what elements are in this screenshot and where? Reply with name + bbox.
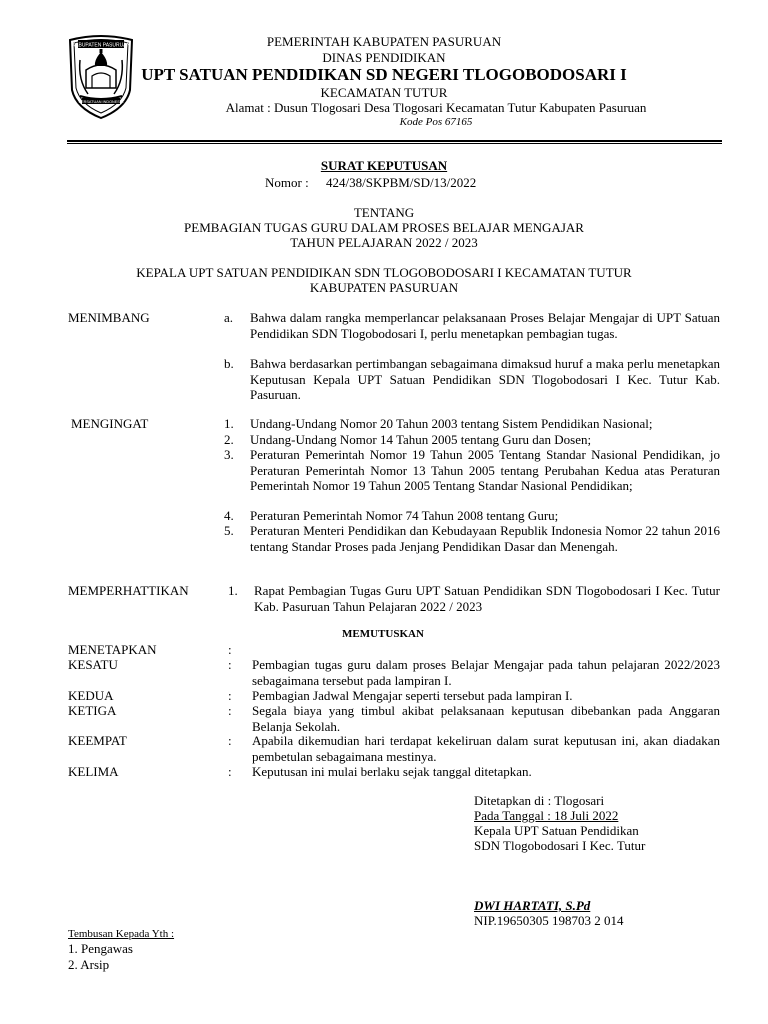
nomor-value: 424/38/SKPBM/SD/13/2022 xyxy=(326,175,477,190)
logo-text-top: KABUPATEN PASURUAN xyxy=(71,42,131,49)
header-rule-thin xyxy=(67,143,722,144)
kesatu-colon: : xyxy=(228,657,232,672)
keempat-label: KEEMPAT xyxy=(68,733,127,748)
ditetapkan-di: Ditetapkan di : Tlogosari xyxy=(474,793,605,808)
mengingat-item-4: Peraturan Pemerintah Nomor 74 Tahun 2008 tentang Guru; xyxy=(250,508,559,523)
mengingat-marker-2: 2. xyxy=(224,432,234,447)
ketiga-text: Segala biaya yang timbul akibat pelaksanaan keputusan dibebankan pada Anggaran Belanja Sekolah. xyxy=(252,703,720,734)
document-title: SURAT KEPUTUSAN xyxy=(320,158,448,173)
jabatan-line-1: Kepala UPT Satuan Pendidikan xyxy=(474,823,639,838)
mengingat-item-2: Undang-Undang Nomor 14 Tahun 2005 tentang Guru dan Dosen; xyxy=(250,432,592,447)
mengingat-marker-3: 3. xyxy=(224,447,234,462)
kesatu-text: Pembagian tugas guru dalam proses Belajar Mengajar pada tahun pelajaran 2022/2023 sebagaimana tersebut pada lampiran I. xyxy=(252,657,720,688)
memperhatikan-label: MEMPERHATTIKAN xyxy=(68,583,189,598)
menimbang-item-b: Bahwa berdasarkan pertimbangan sebagaimana dimaksud huruf a maka perlu menetapkan Keputusan Kepala UPT Satuan Pendidikan SDN Tlogobodosari I Kec. Tutur Kab. Pasuruan. xyxy=(250,356,720,402)
kesatu-label: KESATU xyxy=(68,657,118,672)
mengingat-label: MENGINGAT xyxy=(71,416,149,431)
kop-alamat: Alamat : Dusun Tlogosari Desa Tlogosari Kecamatan Tutur Kabupaten Pasuruan xyxy=(225,100,647,115)
signer-nip: NIP.19650305 198703 2 014 xyxy=(474,913,624,928)
ketiga-label: KETIGA xyxy=(68,703,117,718)
mengingat-item-3: Peraturan Pemerintah Nomor 19 Tahun 2005 Tentang Standar Nasional Pendidikan, jo Peraturan Pemerintah Nomor 13 Tahun 2005 tentang Perubahan Kedua atas Peraturan Pemerintah Nomor 19 Tahun 2005 Tentang Standar Nasional Pendidikan; xyxy=(250,447,720,493)
kedua-colon: : xyxy=(228,688,232,703)
menimbang-label: MENIMBANG xyxy=(68,310,150,325)
kepala-line-1: KEPALA UPT SATUAN PENDIDIKAN SDN TLOGOBODOSARI I KECAMATAN TUTUR xyxy=(136,265,632,280)
jabatan-line-2: SDN Tlogobodosari I Kec. Tutur xyxy=(474,838,646,853)
ketiga-colon: : xyxy=(228,703,232,718)
kop-line-2: DINAS PENDIDIKAN xyxy=(322,50,446,65)
mengingat-marker-4: 4. xyxy=(224,508,234,523)
kelima-colon: : xyxy=(228,764,232,779)
kedua-label: KEDUA xyxy=(68,688,114,703)
kop-kodepos: Kode Pos 67165 xyxy=(399,116,473,128)
nomor-label: Nomor : xyxy=(265,175,309,190)
keempat-text: Apabila dikemudian hari terdapat kekeliruan dalam surat keputusan ini, akan diadakan pembetulan sebagaimana mestinya. xyxy=(252,733,720,764)
logo-text-bottom: PERSATUAN INDONESIA xyxy=(78,99,124,104)
pada-tanggal: Pada Tanggal : 18 Juli 2022 xyxy=(474,808,619,823)
memperhatikan-marker: 1. xyxy=(228,583,238,598)
menimbang-item-a: Bahwa dalam rangka memperlancar pelaksanaan Proses Belajar Mengajar di UPT Satuan Pendidikan SDN Tlogobodosari I, perlu menetapkan pembagian tugas. xyxy=(250,310,720,341)
signer-name: DWI HARTATI, S.Pd xyxy=(474,898,591,913)
mengingat-marker-1: 1. xyxy=(224,416,234,431)
mengingat-item-1: Undang-Undang Nomor 20 Tahun 2003 tentang Sistem Pendidikan Nasional; xyxy=(250,416,653,431)
kelima-text: Keputusan ini mulai berlaku sejak tanggal ditetapkan. xyxy=(252,764,532,779)
kop-line-4: KECAMATAN TUTUR xyxy=(320,85,448,100)
mengingat-marker-5: 5. xyxy=(224,523,234,538)
tembusan-item-2: 2. Arsip xyxy=(68,957,110,972)
tentang-heading: TENTANG xyxy=(353,205,415,220)
kop-line-1: PEMERINTAH KABUPATEN PASURUAN xyxy=(266,34,502,49)
menetapkan-colon: : xyxy=(228,642,232,657)
memperhatikan-text: Rapat Pembagian Tugas Guru UPT Satuan Pendidikan SDN Tlogobodosari I Kec. Tutur Kab. Pasuruan Tahun Pelajaran 2022 / 2023 xyxy=(254,583,720,614)
tembusan-heading: Tembusan Kepada Yth : xyxy=(68,928,175,940)
memutuskan-heading: MEMUTUSKAN xyxy=(342,628,424,640)
tembusan-item-1: 1. Pengawas xyxy=(68,941,133,956)
kop-line-3: UPT SATUAN PENDIDIKAN SD NEGERI TLOGOBODOSARI I xyxy=(141,65,627,84)
menimbang-marker-a: a. xyxy=(224,310,234,325)
header-rule-thick xyxy=(67,140,722,142)
keempat-colon: : xyxy=(228,733,232,748)
mengingat-item-5: Peraturan Menteri Pendidikan dan Kebudayaan Republik Indonesia Nomor 22 tahun 2016 tentang Standar Proses pada Jenjang Pendidikan Dasar dan Menengah. xyxy=(250,523,720,554)
kedua-text: Pembagian Jadwal Mengajar seperti tersebut pada lampiran I. xyxy=(252,688,573,703)
menimbang-marker-b: b. xyxy=(224,356,234,371)
subject-line-2: TAHUN PELAJARAN 2022 / 2023 xyxy=(290,235,478,250)
kepala-line-2: KABUPATEN PASURUAN xyxy=(309,280,459,295)
menetapkan-label: MENETAPKAN xyxy=(68,642,157,657)
subject-line-1: PEMBAGIAN TUGAS GURU DALAM PROSES BELAJAR MENGAJAR xyxy=(184,220,584,235)
kelima-label: KELIMA xyxy=(68,764,119,779)
